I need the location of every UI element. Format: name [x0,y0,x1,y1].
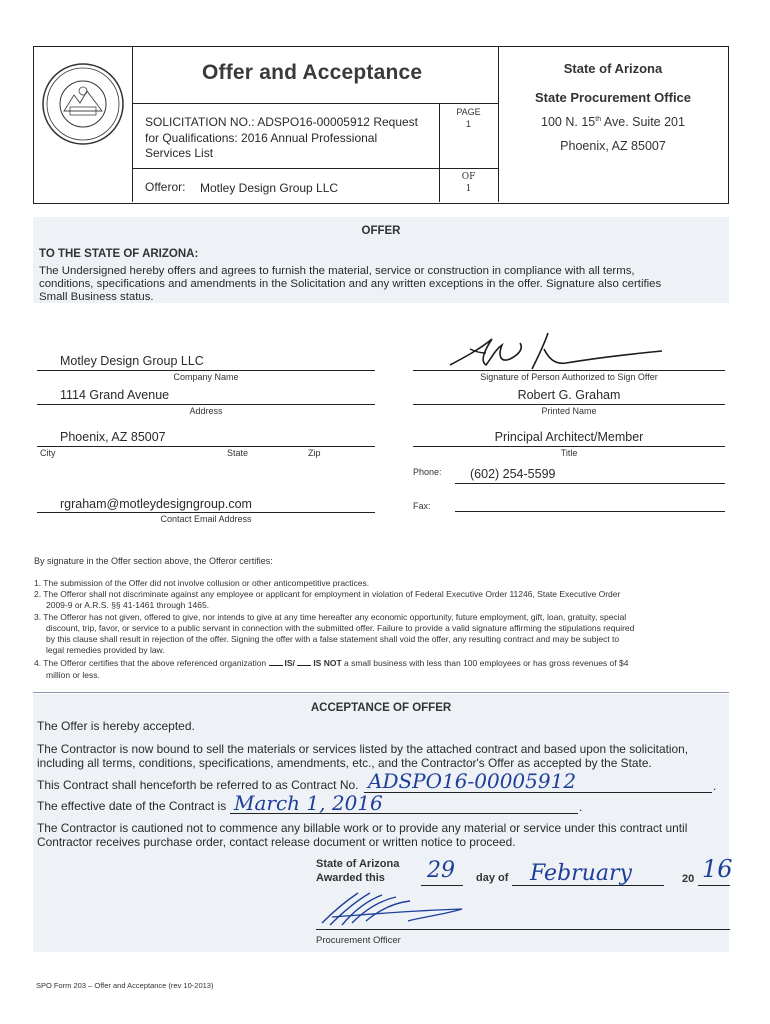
printed-name-label: Printed Name [541,406,597,416]
caution-text-line-2: Contractor receives purchase order, contact release document or written notice to proceed. [37,835,516,849]
solicitation-line-1: SOLICITATION NO.: ADSPO16-00005912 Request [145,115,419,129]
zip-label: Zip [308,448,321,458]
offeror-label: Offeror: [145,180,186,194]
office-address-line-2: Phoenix, AZ 85007 [560,139,666,153]
certify-item-3-line-2: discount, trip, favor, or service to a public servant in connection with the submitted offer. Failure to provide a valid signature affirming the stipulations required [46,623,635,633]
certify-item-1: 1. The submission of the Offer did not involve collusion or other anticompetitive practices. [34,578,370,588]
offeror-name: Motley Design Group LLC [200,181,339,195]
offer-accepted-text: The Offer is hereby accepted. [37,719,195,733]
award-day-value[interactable]: 29 [427,858,455,883]
effective-date-value[interactable]: March 1, 2016 [234,791,383,815]
certify-item-2-line-2: 2009-9 or A.R.S. §§ 41-1461 through 1465. [46,600,210,610]
email-label: Contact Email Address [160,514,252,524]
state-label: State [227,448,249,458]
certify-item-3-line-3: by this clause shall result in rejection of the offer. Signing the offer with a false statement shall void the offer, any resulting contract and may be subject to [46,634,620,644]
bound-text-line-1: The Contractor is now bound to sell the materials or services listed by the attached contract and based upon the solicitation, [37,742,689,756]
offer-heading: OFFER [361,225,401,237]
procurement-officer-label: Procurement Officer [316,935,401,946]
page-title: Offer and Acceptance [202,61,423,84]
page-number: 1 [465,119,471,129]
printed-name-value[interactable]: Robert G. Graham [517,388,621,402]
certify-item-4-line-2: million or less. [46,670,100,680]
offer-paragraph-line-1: The Undersigned hereby offers and agrees to furnish the material, service or construction in compliance with all terms, [39,265,635,277]
city-value[interactable]: Phoenix, AZ 85007 [60,430,166,444]
state-seal-icon [40,61,126,147]
procurement-officer-signature [312,887,482,931]
title-label: Title [560,448,578,458]
office-address-line-1: 100 N. 15th Ave. Suite 201 [541,115,685,129]
page-label: PAGE [456,107,481,117]
awarded-this-label: Awarded this [316,872,385,884]
of-label: OF [461,172,476,182]
solicitation-line-2: for Qualifications: 2016 Annual Professional [145,131,378,145]
acceptance-divider [33,692,729,693]
address-value[interactable]: 1114 Grand Avenue [60,388,170,402]
phone-label: Phone: [413,467,442,477]
certify-item-3-line-1: 3. The Offeror has not given, offered to give, nor intends to give at any time hereafter any economic opportunity, future employment, gift, loan, gratuity, special [34,612,627,622]
certify-item-4-line-1: 4. The Offeror certifies that the above referenced organization IS/ IS NOT a small business with less than 100 employees or has gross revenues of $4 [34,658,629,668]
certify-item-2-line-1: 2. The Offeror shall not discriminate against any employee or applicant for employment in violation of Federal Executive Order 11246, State Executive Order [34,589,621,599]
certifies-intro: By signature in the Offer section above, the Offeror certifies: [34,556,273,566]
state-of-arizona-label: State of Arizona [316,858,400,870]
address-label: Address [189,406,223,416]
solicitation-line-3: Services List [145,146,214,160]
bound-text-line-2: including all terms, conditions, specifications, amendments, etc., and the Contractor's Offer as accepted by the State. [37,756,652,770]
title-value[interactable]: Principal Architect/Member [494,430,644,444]
offer-paragraph-line-3: Small Business status. [39,291,154,303]
company-name-value[interactable]: Motley Design Group LLC [60,354,204,368]
acceptance-heading: ACCEPTANCE OF OFFER [310,702,452,714]
city-label: City [40,448,56,458]
year-prefix-label: 20 [682,873,695,885]
form-id-footer: SPO Form 203 – Offer and Acceptance (rev 10-2013) [36,981,214,990]
phone-value[interactable]: (602) 254-5599 [470,467,556,481]
fax-label: Fax: [413,501,431,511]
to-state-heading: TO THE STATE OF ARIZONA: [39,248,199,260]
fax-field[interactable] [455,511,725,512]
of-number: 1 [465,184,472,194]
award-year-value[interactable]: 16 [702,855,733,883]
header-box [33,46,729,204]
company-name-label: Company Name [173,372,239,382]
offer-paragraph-line-2: conditions, specifications and amendments in the Solicitation and any written exceptions in the offer. Signature also certifies [39,278,662,290]
award-month-value[interactable]: February [530,861,632,886]
day-of-label: day of [476,872,509,884]
state-name: State of Arizona [563,61,663,76]
contract-no-label: This Contract shall henceforth be referred to as Contract No. [37,778,359,792]
certify-item-3-line-4: legal remedies provided by law. [46,645,165,655]
effective-date-label: The effective date of the Contract is [37,799,227,813]
contract-no-value[interactable]: ADSPO16-00005912 [368,769,577,793]
email-value[interactable]: rgraham@motleydesigngroup.com [60,497,252,511]
office-name: State Procurement Office [534,90,692,105]
signature-label: Signature of Person Authorized to Sign Offer [480,372,658,382]
caution-text-line-1: The Contractor is cautioned not to commence any billable work or to provide any material or service under this contract until [37,821,688,835]
